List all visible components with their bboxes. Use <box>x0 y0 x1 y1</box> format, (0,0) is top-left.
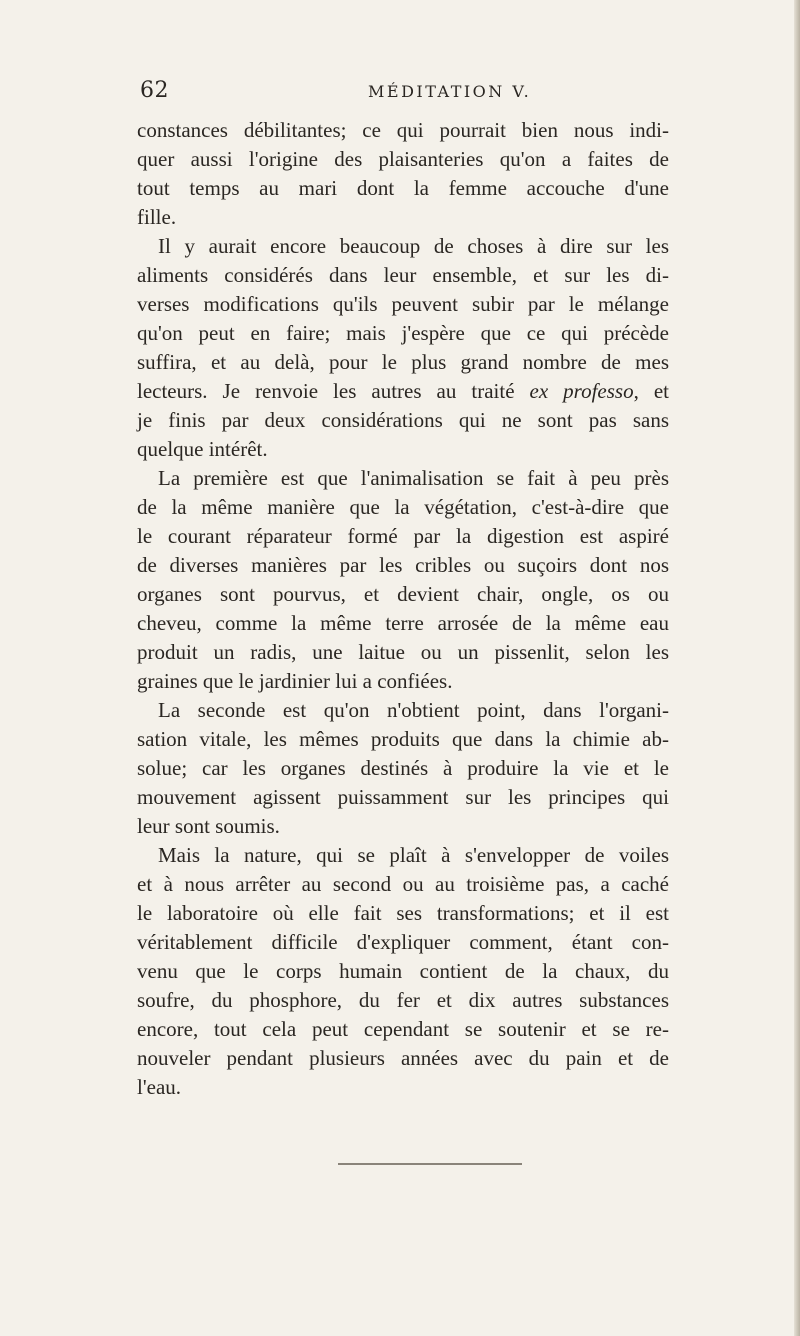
text-line-with-italic <box>137 377 669 406</box>
text-line: produit un radis, une laitue ou un pissenlit, selon les <box>137 640 669 664</box>
text-line: nouveler pendant plusieurs années avec du pain et de <box>137 1046 669 1070</box>
body-text <box>137 116 669 1102</box>
text-line: véritablement difficile d'expliquer comment, étant con- <box>137 930 669 954</box>
text-line: constances débilitantes; ce qui pourrait bien nous indi- <box>137 118 669 142</box>
text-line: l'eau. <box>137 1075 182 1099</box>
text-line: encore, tout cela peut cependant se soutenir et se re- <box>137 1017 669 1041</box>
text-line: La première est que l'animalisation se fait à peu près <box>158 466 669 490</box>
text-line: venu que le corps humain contient de la chaux, du <box>137 959 669 983</box>
italic-phrase: ex professo <box>529 379 634 403</box>
text-line: de diverses manières par les cribles ou suçoirs dont nos <box>137 553 669 577</box>
page-edge <box>794 0 800 1336</box>
text-line: solue; car les organes destinés à produire la vie et le <box>137 756 669 780</box>
text-line: qu'on peut en faire; mais j'espère que ce qui précède <box>137 321 669 345</box>
text-line: le courant réparateur formé par la digestion est aspiré <box>137 524 669 548</box>
text-line: leur sont soumis. <box>137 814 280 838</box>
text-line: Mais la nature, qui se plaît à s'envelopper de voiles <box>158 843 669 867</box>
text-line: sation vitale, les mêmes produits que dans la chimie ab- <box>137 727 669 751</box>
text-line: Il y aurait encore beaucoup de choses à dire sur les <box>158 234 669 258</box>
text-line: graines que le jardinier lui a confiées. <box>137 669 453 693</box>
text-line: tout temps au mari dont la femme accouche d'une <box>137 176 669 200</box>
text-line: de la même manière que la végétation, c'est-à-dire que <box>137 495 669 519</box>
text-line: je finis par deux considérations qui ne sont pas sans <box>137 408 669 432</box>
text-line: quer aussi l'origine des plaisanteries qu'on a faites de <box>137 147 669 171</box>
text-line: et à nous arrêter au second ou au troisième pas, a caché <box>137 872 669 896</box>
text-segment: , et <box>633 379 669 403</box>
page-number: 62 <box>140 78 169 103</box>
text-line: suffira, et au delà, pour le plus grand nombre de mes <box>137 350 669 374</box>
text-line: cheveu, comme la même terre arrosée de la même eau <box>137 611 669 635</box>
text-line: le laboratoire où elle fait ses transformations; et il est <box>137 901 669 925</box>
end-rule <box>338 1163 522 1165</box>
text-line: fille. <box>137 205 177 229</box>
text-line: verses modifications qu'ils peuvent subir par le mélange <box>137 292 669 316</box>
page-header <box>136 78 668 108</box>
text-line: quelque intérêt. <box>137 437 268 461</box>
text-line: aliments considérés dans leur ensemble, et sur les di- <box>137 263 669 287</box>
text-segment: lecteurs. Je renvoie les autres au traité <box>137 379 515 403</box>
running-head: MÉDITATION V. <box>368 82 532 101</box>
text-line: La seconde est qu'on n'obtient point, dans l'organi- <box>158 698 669 722</box>
text-line: soufre, du phosphore, du fer et dix autres substances <box>137 988 669 1012</box>
text-line: mouvement agissent puissamment sur les principes qui <box>137 785 669 809</box>
text-line: organes sont pourvus, et devient chair, ongle, os ou <box>137 582 669 606</box>
